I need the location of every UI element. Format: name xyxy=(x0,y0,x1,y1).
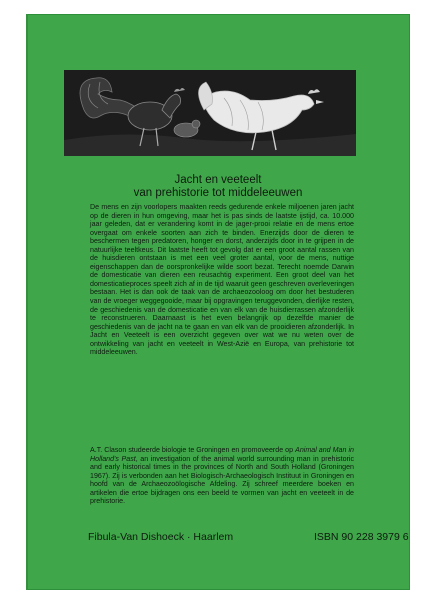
publisher-name: Fibula-Van Dishoeck · Haarlem xyxy=(88,531,234,543)
author-text-rest: , an investigation of the animal world surrounding man in prehistoric and early historical times in the provinces of North and South Holland (Groningen 1967). Zij is verbonden aan het Biologisch-Archaeologisch Instituut in Groningen en hoofd van de Archaeozoölogische Afdeling. Zij schreef meerdere boeken en artikelen die ertoe bijdragen ons een beeld te vormen van jacht en veeteelt in de prehistorie. xyxy=(90,454,355,506)
isbn-number: ISBN 90 228 3979 6 xyxy=(314,531,409,543)
author-book-title: Animal and Man in Holland's Past xyxy=(90,446,354,463)
roosters-illustration xyxy=(64,70,356,156)
author-text xyxy=(90,446,354,506)
description-paragraph xyxy=(90,203,354,357)
roosters-drawing xyxy=(64,70,356,156)
title-line-2: van prehistorie tot middeleeuwen xyxy=(133,187,303,199)
title-line-1: Jacht en veeteelt xyxy=(174,174,262,186)
cover-edge xyxy=(26,14,28,590)
author-text-intro: A.T. Clason studeerde biologie te Groningen en promoveerde op xyxy=(90,446,296,454)
description-text: De mens en zijn voorlopers maakten reeds gedurende enkele miljoenen jaren jacht op de dieren in hun omgeving, maar het is pas sinds de laatste ijstijd, ca. 10.000 jaar geleden, dat er verandering komt in de jager-prooi relatie en de mens ertoe overgaat om enkele soorten aan zich te binden. Enerzijds door de dieren te beschermen tegen predatoren, honger en dorst, anderzijds door in te grijpen in de natuurlijke teeltkeus. Dit laatste heeft tot gevolg dat er een groot aantal rassen van de huisdieren ontstaan is met een veel groter aantal, voor de mens, nuttige eigenschappen dan de oorspronkelijke wilde soort bezat. Terecht noemde Darwin de domesticatie van dieren een reusachtig experiment. Een groot deel van het domesticatieproces speelt zich af in de tijd waaruit geen geschreven overleveringen bestaan. Het is dan ook de taak van de archaeozooloog om door het bestuderen van de vroeger weggegooide, maar bij opgravingen teruggevonden, dierlijke resten, de geschiedenis van de domesticatie en van elk van de huisdierrassen afzonderlijk te reconstrueren. Daarnaast is het even belangrijk op dezelfde manier de geschiedenis van de jacht na te gaan en van elk van de prooidieren afzonderlijk. In Jacht en Veeteelt is een overzicht gegeven over wat we nu weten over de ontwikkeling van jacht en veeteelt in West-Azië en Europa, van prehistorie tot middeleeuwen. xyxy=(90,203,354,357)
author-paragraph xyxy=(90,446,354,506)
